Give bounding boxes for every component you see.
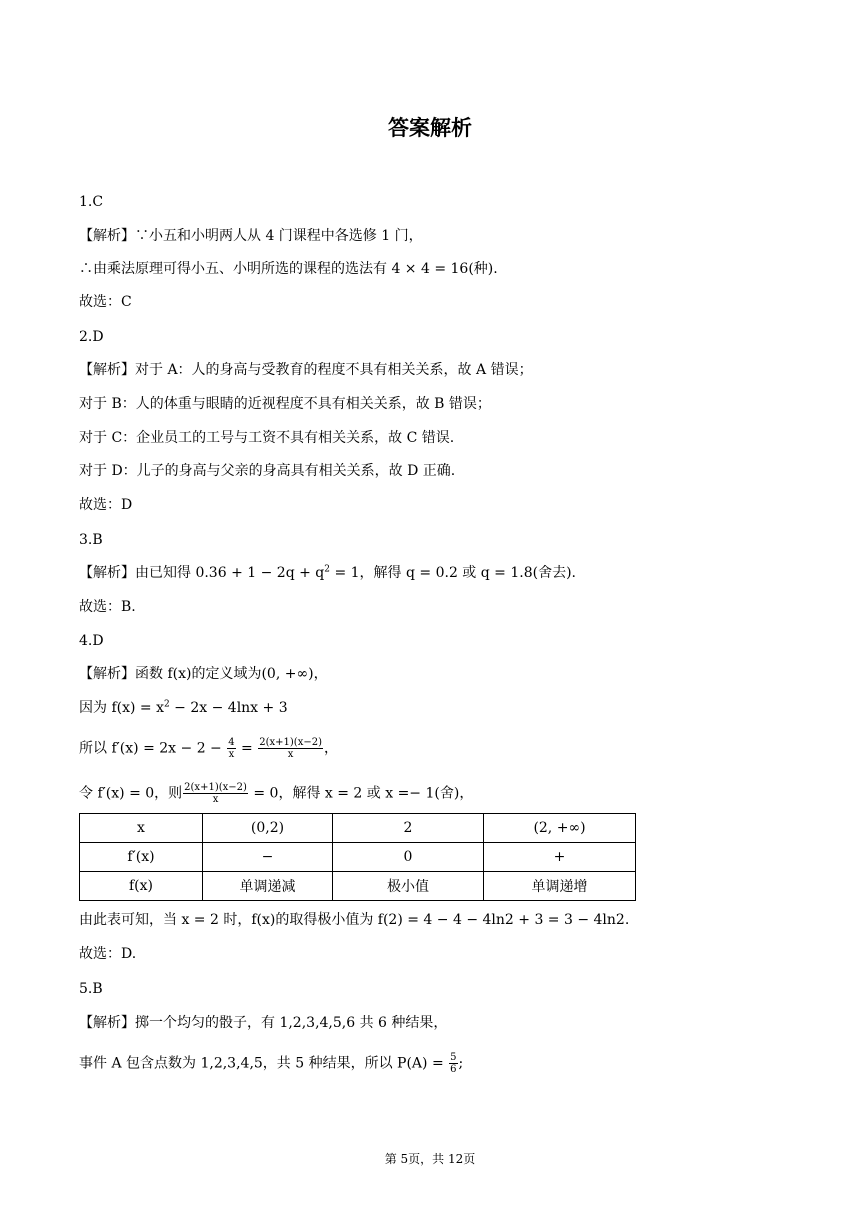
table-cell: f′(x) bbox=[80, 843, 203, 872]
q5-fraction-num: 5 bbox=[450, 1052, 457, 1063]
q4-fraction-2-den: x bbox=[287, 749, 294, 760]
q2-line-4: 对于 D：儿子的身高与父亲的身高具有相关关系，故 D 正确. bbox=[79, 463, 456, 479]
table-cell: (0,2) bbox=[203, 814, 333, 843]
table-row bbox=[80, 814, 636, 843]
q3-line-2: 故选：B. bbox=[79, 599, 136, 615]
answer-1: 1.C bbox=[79, 194, 104, 210]
q3-line-1-a: 【解析】由已知得 0.36 + 1 − 2q + q bbox=[79, 565, 325, 581]
page-title: 答案解析 bbox=[388, 116, 472, 140]
q1-line-3: 故选：C bbox=[79, 294, 132, 310]
table-cell: + bbox=[484, 843, 636, 872]
q4-fraction-3-num: 2(x+1)(x−2) bbox=[184, 782, 247, 793]
table-cell: − bbox=[203, 843, 333, 872]
q4-fraction-1-den: x bbox=[228, 749, 235, 760]
q5-fraction bbox=[449, 1052, 457, 1075]
q4-fraction-1 bbox=[227, 737, 235, 760]
q4-fraction-3-den: x bbox=[212, 794, 219, 805]
q2-line-3: 对于 C：企业员工的工号与工资不具有相关关系，故 C 错误. bbox=[79, 430, 455, 446]
table-cell: f(x) bbox=[80, 872, 203, 901]
q5-line-2-a: 事件 A 包含点数为 1,2,3,4,5，共 5 种结果，所以 P(A) = bbox=[79, 1055, 449, 1072]
q5-line-2-b: ; bbox=[458, 1055, 464, 1072]
q3-line-1 bbox=[79, 563, 576, 583]
q4-line-2-a: 因为 f(x) = x bbox=[79, 700, 164, 716]
q4-line-4 bbox=[79, 782, 473, 805]
q4-line-2 bbox=[79, 698, 288, 718]
q2-line-1: 【解析】对于 A：人的身高与受教育的程度不具有相关关系，故 A 错误； bbox=[79, 362, 533, 378]
q4-line-2-c: − 2x − 4lnx + 3 bbox=[169, 700, 288, 716]
q3-exponent: 2 bbox=[324, 564, 330, 575]
table-cell: 单调递减 bbox=[203, 872, 333, 901]
answer-3: 3.B bbox=[79, 532, 103, 548]
q1-line-2: ∴由乘法原理可得小五、小明所选的课程的选法有 4 × 4 = 16(种). bbox=[79, 261, 498, 277]
q4-line-4-b: = 0，解得 x = 2 或 x =− 1(舍)， bbox=[248, 785, 474, 802]
q5-line-2 bbox=[79, 1052, 463, 1075]
q3-line-1-c: = 1，解得 q = 0.2 或 q = 1.8(舍去). bbox=[330, 565, 576, 581]
q4-line-4-a: 令 f′(x) = 0，则 bbox=[79, 785, 183, 802]
table-cell: x bbox=[80, 814, 203, 843]
table-cell: 0 bbox=[333, 843, 484, 872]
q4-fraction-2 bbox=[258, 737, 323, 760]
q4-line-3 bbox=[79, 737, 338, 760]
table-cell: 极小值 bbox=[333, 872, 484, 901]
q4-fraction-2-num: 2(x+1)(x−2) bbox=[259, 737, 322, 748]
q4-line-6: 故选：D. bbox=[79, 946, 137, 962]
q5-fraction-den: 6 bbox=[450, 1064, 457, 1075]
table-cell: 单调递增 bbox=[484, 872, 636, 901]
q4-line-3-b: = bbox=[236, 740, 258, 757]
q5-line-1: 【解析】掷一个均匀的骰子，有 1,2,3,4,5,6 共 6 种结果， bbox=[79, 1015, 448, 1031]
q4-line-1: 【解析】函数 f(x)的定义域为(0, +∞)， bbox=[79, 666, 328, 682]
table-row bbox=[80, 843, 636, 872]
q4-exponent: 2 bbox=[163, 699, 170, 710]
table-cell: (2, +∞) bbox=[484, 814, 636, 843]
q4-fraction-3 bbox=[183, 782, 248, 805]
table-row bbox=[80, 872, 636, 901]
q1-line-1: 【解析】∵小五和小明两人从 4 门课程中各选修 1 门， bbox=[79, 228, 423, 244]
q4-line-5: 由此表可知，当 x = 2 时，f(x)的取得极小值为 f(2) = 4 − 4 − 4ln2 + 3 = 3 − 4ln2. bbox=[79, 912, 630, 928]
q4-fraction-1-num: 4 bbox=[228, 737, 235, 748]
answer-4: 4.D bbox=[79, 633, 104, 649]
q4-line-3-a: 所以 f′(x) = 2x − 2 − bbox=[79, 740, 227, 757]
sign-table bbox=[79, 813, 636, 901]
q2-line-5: 故选：D bbox=[79, 497, 133, 513]
table-cell: 2 bbox=[333, 814, 484, 843]
answer-2: 2.D bbox=[79, 329, 104, 345]
q4-line-3-c: ， bbox=[323, 740, 338, 757]
page-footer: 第 5页，共 12页 bbox=[384, 1152, 476, 1166]
answer-5: 5.B bbox=[79, 981, 103, 997]
q2-line-2: 对于 B：人的体重与眼睛的近视程度不具有相关关系，故 B 错误； bbox=[79, 396, 491, 412]
